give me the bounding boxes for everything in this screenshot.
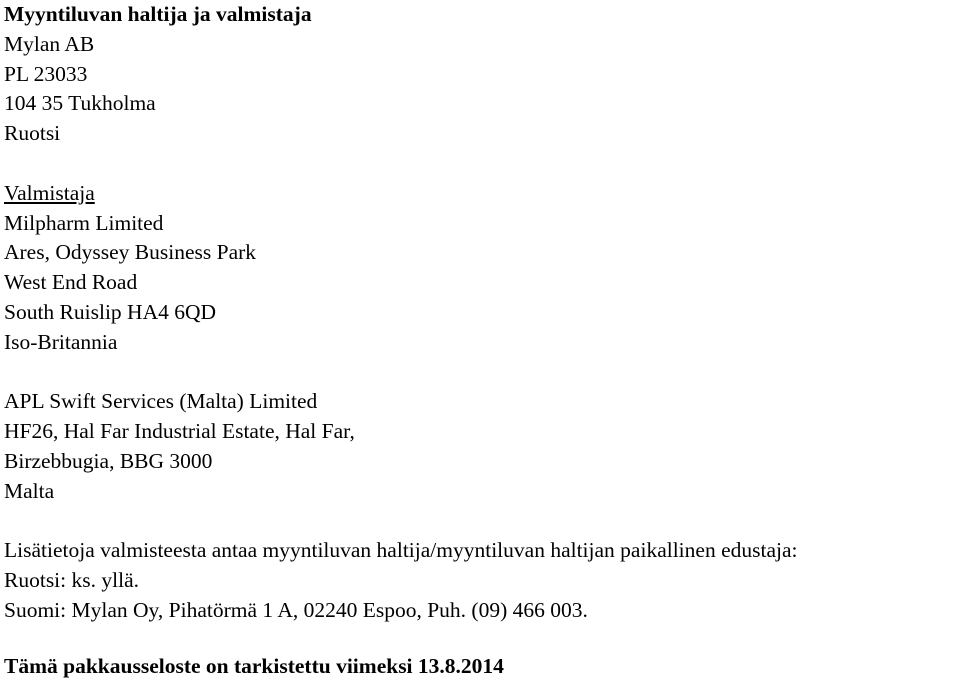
spacer [4,358,956,388]
revision-date-statement: Tämä pakkausseloste on tarkistettu viimeksi 13.8.2014 [4,654,504,678]
apl-line: Malta [4,478,55,503]
info-line: Suomi: Mylan Oy, Pihatörmä 1 A, 02240 Espoo, Puh. (09) 466 003. [4,597,588,622]
spacer [4,507,956,537]
holder-line: PL 23033 [4,61,88,86]
spacer [4,149,956,179]
manufacturer-line: Milpharm Limited [4,210,164,235]
info-line: Lisätietoja valmisteesta antaa myyntiluvan haltija/myyntiluvan haltijan paikallinen edustaja: [4,538,798,563]
leaflet-document [4,0,956,626]
apl-line: Birzebbugia, BBG 3000 [4,448,213,473]
manufacturer-heading: Valmistaja [4,180,95,205]
holder-heading: Myyntiluvan haltija ja valmistaja [4,2,312,26]
apl-line: HF26, Hal Far Industrial Estate, Hal Far, [4,419,355,444]
info-line: Ruotsi: ks. yllä. [4,568,139,593]
manufacturer-line: Ares, Odyssey Business Park [4,240,257,265]
manufacturer-line: Iso-Britannia [4,329,118,354]
manufacturer-line: West End Road [4,270,138,295]
holder-line: 104 35 Tukholma [4,91,156,116]
apl-line: APL Swift Services (Malta) Limited [4,389,318,414]
holder-line: Mylan AB [4,31,95,56]
holder-line: Ruotsi [4,121,61,146]
manufacturer-line: South Ruislip HA4 6QD [4,299,217,324]
